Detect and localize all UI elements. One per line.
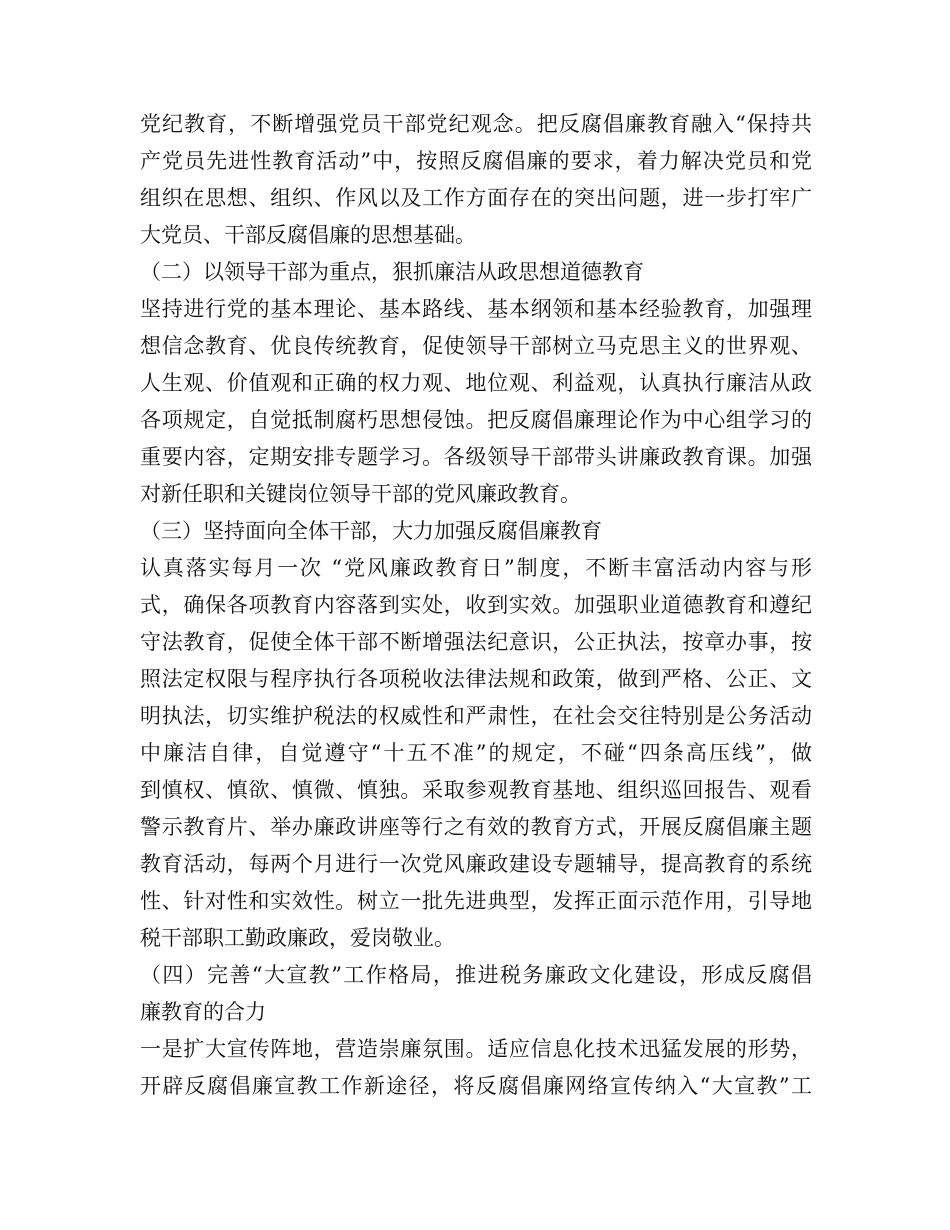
text-line: 大党员、干部反腐倡廉的思想基础。 [140,223,476,247]
text-line: 性、针对性和实效性。树立一批先进典型，发挥正面示范作用，引导地 [140,889,812,913]
text-line: 一是扩大宣传阵地，营造崇廉氛围。适应信息化技术迅猛发展的形势， [140,1037,812,1061]
section-heading-4-continued: 廉教育的合力 [140,1000,266,1024]
text-line: 认真落实每月一次 “党风廉政教育日”制度，不断丰富活动内容与形 [140,556,812,580]
text-line: 中廉洁自律，自觉遵守“十五不准”的规定，不碰“四条高压线”，做 [140,741,812,765]
text-line: 坚持进行党的基本理论、基本路线、基本纲领和基本经验教育，加强理 [140,297,812,321]
text-line: 各项规定，自觉抵制腐朽思想侵蚀。把反腐倡廉理论作为中心组学习的 [140,408,812,432]
text-line: 人生观、价值观和正确的权力观、地位观、利益观，认真执行廉洁从政 [140,371,812,395]
section-heading-4: （四）完善“大宣教”工作格局，推进税务廉政文化建设，形成反腐倡 [140,963,812,987]
document-page [140,106,812,1105]
text-line: 守法教育，促使全体干部不断增强法纪意识，公正执法，按章办事，按 [140,630,812,654]
text-line: 税干部职工勤政廉政，爱岗敬业。 [140,926,455,950]
text-line: 党纪教育，不断增强党员干部党纪观念。把反腐倡廉教育融入“保持共 [140,112,812,136]
text-line: 教育活动，每两个月进行一次党风廉政建设专题辅导，提高教育的系统 [140,852,812,876]
section-heading-2: （二）以领导干部为重点，狠抓廉洁从政思想道德教育 [140,260,644,284]
text-line: 到慎权、慎欲、慎微、慎独。采取参观教育基地、组织巡回报告、观看 [140,778,812,802]
text-line: 照法定权限与程序执行各项税收法律法规和政策，做到严格、公正、文 [140,667,812,691]
text-line: 组织在思想、组织、作风以及工作方面存在的突出问题，进一步打牢广 [140,186,812,210]
text-line: 产党员先进性教育活动”中，按照反腐倡廉的要求，着力解决党员和党 [140,149,812,173]
text-line: 开辟反腐倡廉宣教工作新途径，将反腐倡廉网络宣传纳入“大宣教”工 [140,1074,812,1098]
text-line: 对新任职和关键岗位领导干部的党风廉政教育。 [140,482,581,506]
text-line: 想信念教育、优良传统教育，促使领导干部树立马克思主义的世界观、 [140,334,812,358]
section-heading-3: （三）坚持面向全体干部，大力加强反腐倡廉教育 [140,519,602,543]
text-line: 重要内容，定期安排专题学习。各级领导干部带头讲廉政教育课。加强 [140,445,812,469]
text-line: 明执法，切实维护税法的权威性和严肃性，在社会交往特别是公务活动 [140,704,812,728]
text-line: 警示教育片、举办廉政讲座等行之有效的教育方式，开展反腐倡廉主题 [140,815,812,839]
text-line: 式，确保各项教育内容落到实处，收到实效。加强职业道德教育和遵纪 [140,593,812,617]
